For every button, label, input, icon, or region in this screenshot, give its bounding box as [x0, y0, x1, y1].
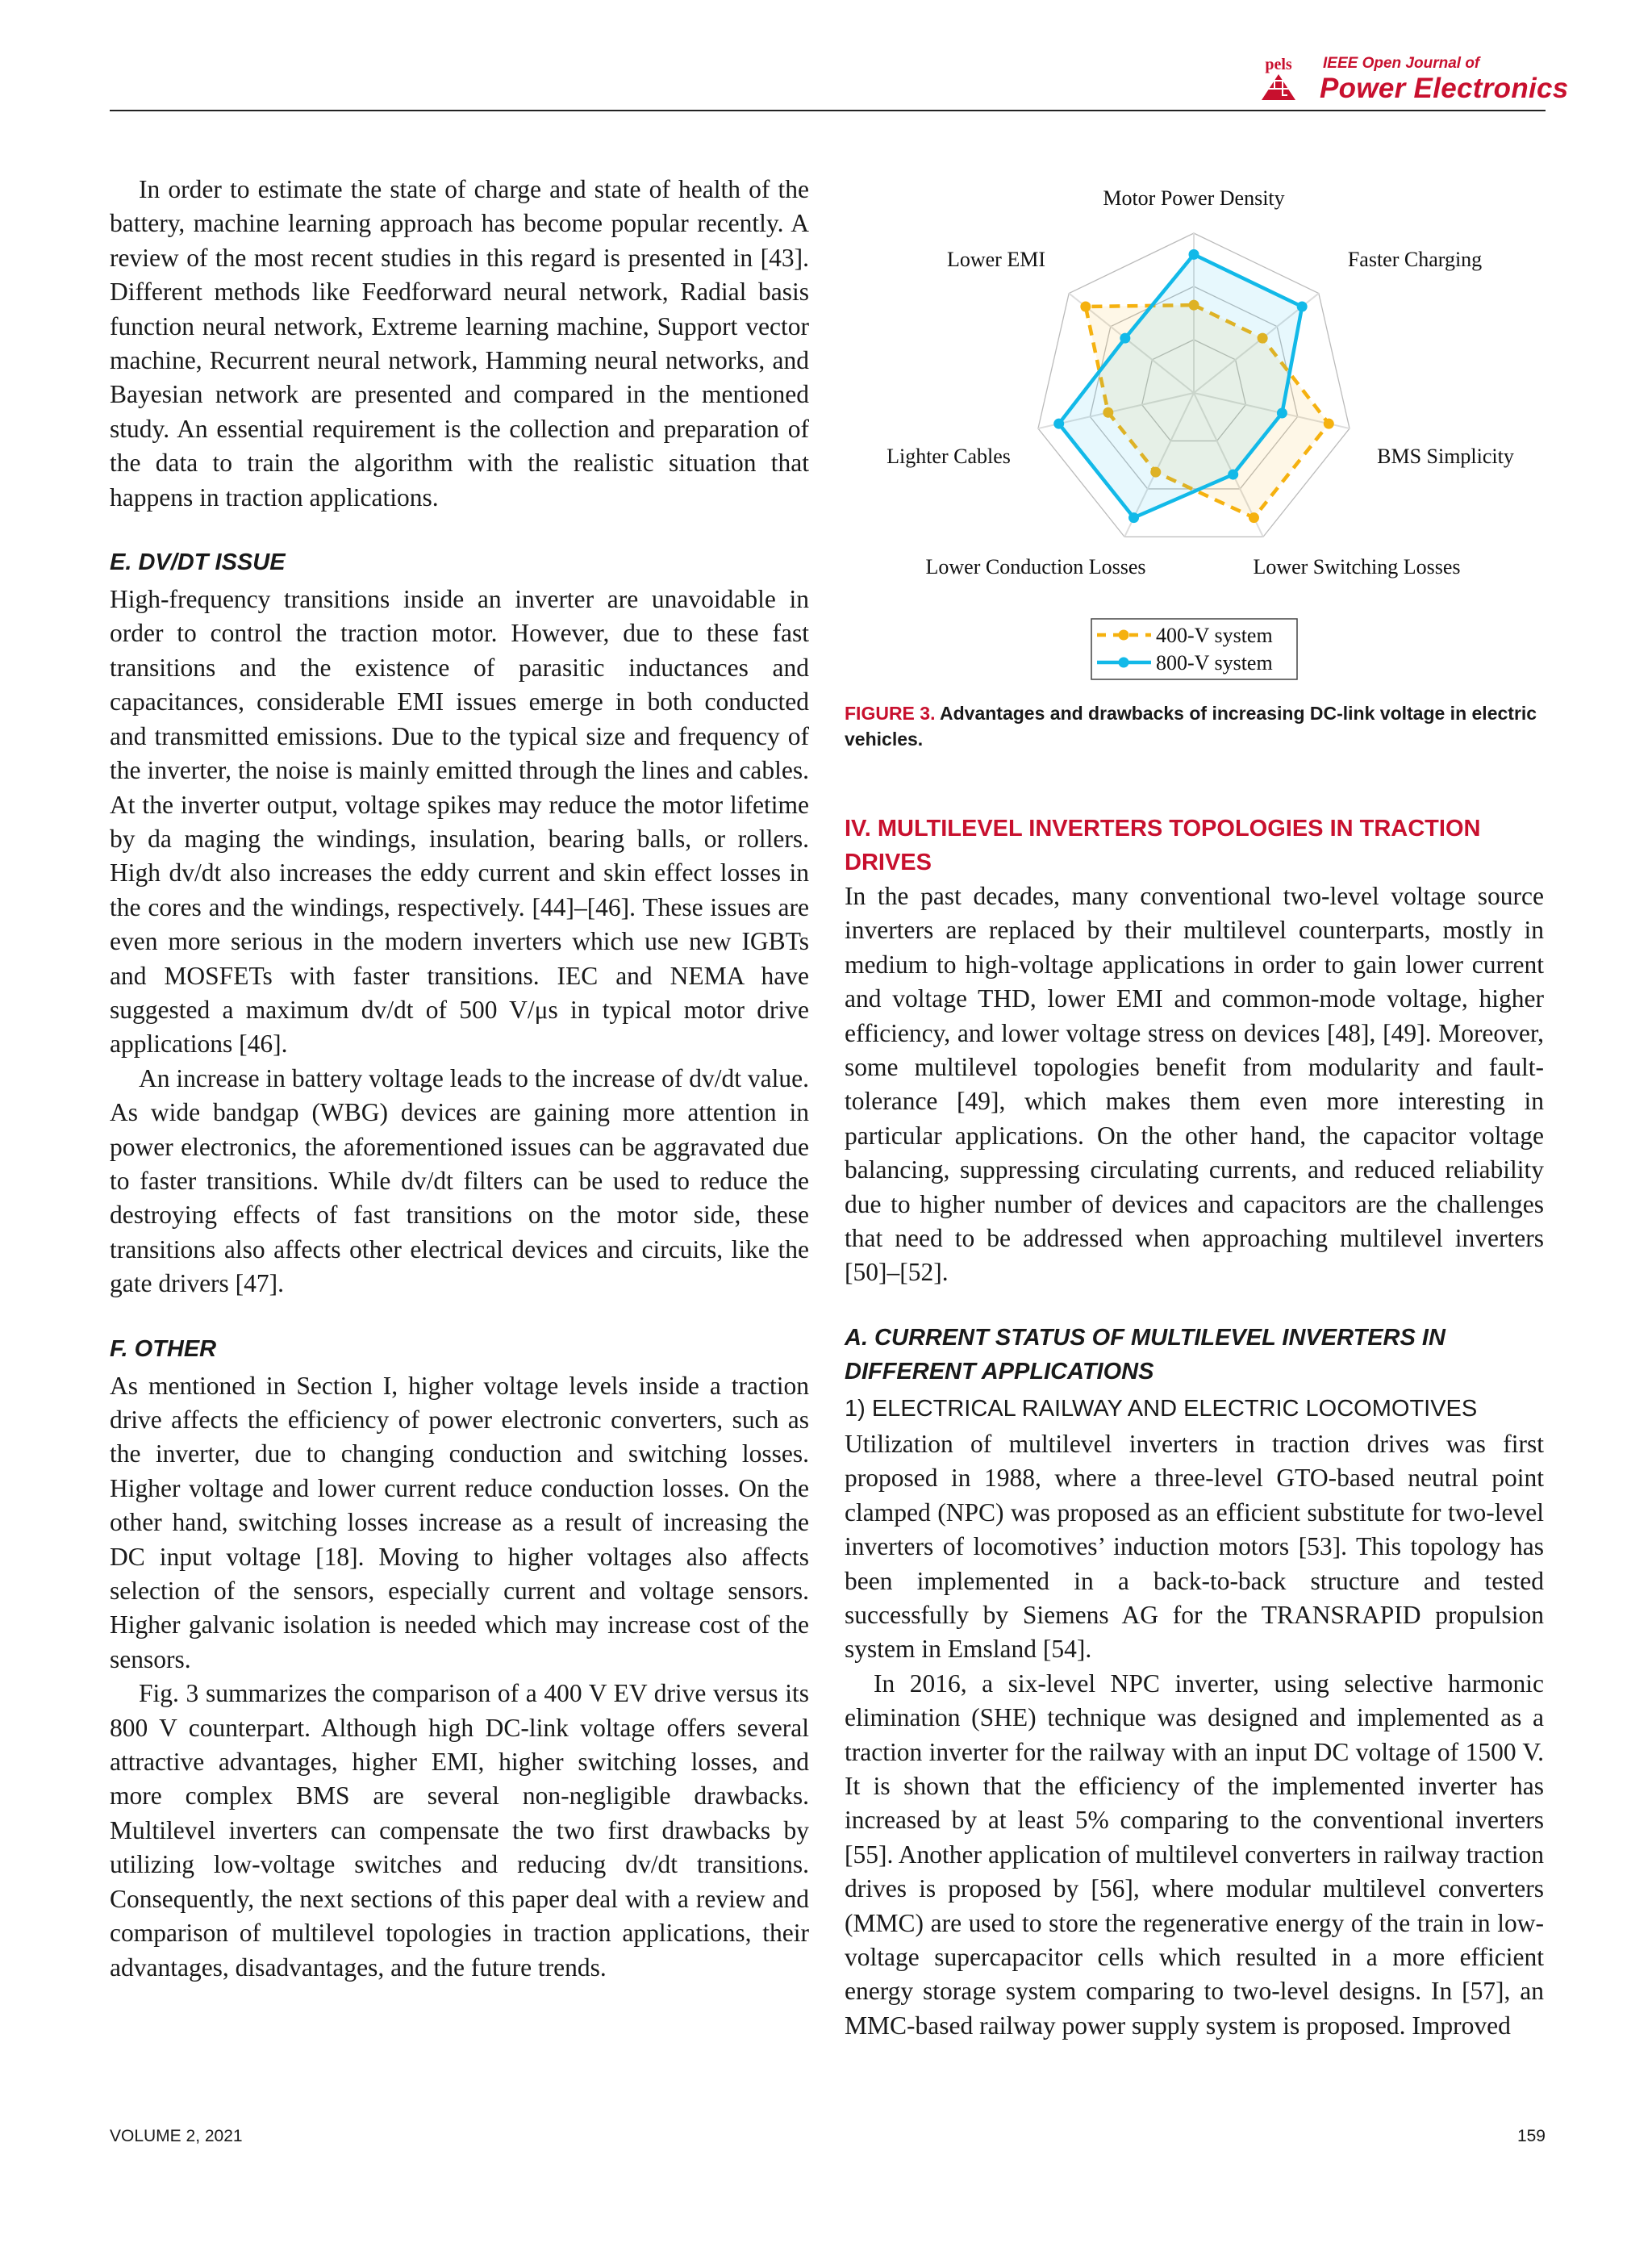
footer-page-number: 159	[1516, 2127, 1546, 2145]
journal-name-line1: IEEE Open Journal of	[1323, 55, 1480, 72]
data-point	[1189, 249, 1199, 260]
data-point	[1053, 419, 1064, 429]
legend-label: 400-V system	[1156, 624, 1273, 647]
legend-marker	[1119, 658, 1129, 668]
header-rule	[110, 110, 1546, 111]
figure-caption-text: Advantages and drawbacks of increasing DC-link voltage in electric vehicles.	[845, 703, 1537, 750]
axis-label: Faster Charging	[1347, 248, 1483, 271]
subsubsection-heading-1: 1) ELECTRICAL RAILWAY AND ELECTRIC LOCOMOTIVES	[845, 1395, 1478, 1422]
data-point	[1128, 512, 1139, 523]
section-heading-e: E. DV/DT ISSUE	[110, 549, 286, 576]
legend-label: 800-V system	[1156, 651, 1273, 675]
paragraph: An increase in battery voltage leads to the increase of dv/dt value. As wide bandgap (WBG) devices are gaining more attention in power electronics, the aforementioned issues can be aggravated due to faster transitions. While dv/dt filters can be used to reduce the destroying effects of fast transitions on the motor side, these transitions also affects other electrical devices and circuits, like the gate drivers [47].	[110, 1063, 809, 1298]
paragraph: Utilization of multilevel inverters in traction drives was first proposed in 1988, where a three-level GTO-based neutral point clamped (NPC) was proposed as an efficient substitute for two-level inverters of locomotives’ induction motors [53]. This topology has been implemented in a back-to-back structure and tested successfully by Siemens AG for the TRANSRAPID propulsion system in Emsland [54].	[845, 1429, 1544, 1664]
data-point	[1120, 333, 1130, 344]
paragraph: In 2016, a six-level NPC inverter, using selective harmonic elimination (SHE) technique was designed and implemented as a traction inverter for the railway with an input DC voltage of 1500 V. It is shown that the efficiency of the implemented inverter has increased by at least 5% comparing to the conventional inverters [55]. Another application of multilevel converters in railway traction drives is proposed by [56], where modular multilevel converters (MMC) are used to store the regenerative energy of the train in low-voltage supercapacitor cells which resulted in a more efficient energy storage system comparing to two-level designs. In [57], an MMC-based railway power supply system is proposed. Improved	[845, 1669, 1544, 2040]
footer-volume: VOLUME 2, 2021	[110, 2127, 243, 2145]
section-heading-iv: IV. MULTILEVEL INVERTERS TOPOLOGIES IN TRACTION DRIVES	[845, 816, 1481, 875]
svg-text:pels: pels	[1265, 56, 1292, 73]
axis-label: Lower Conduction Losses	[925, 555, 1146, 579]
radar-chart	[845, 161, 1571, 694]
legend-marker	[1119, 630, 1129, 641]
subsection-heading-a: A. CURRENT STATUS OF MULTILEVEL INVERTERS IN DIFFERENT APPLICATIONS	[845, 1324, 1446, 1385]
axis-label: Lighter Cables	[886, 445, 1011, 468]
axis-label: Motor Power Density	[1103, 186, 1285, 210]
axis-label: BMS Simplicity	[1377, 445, 1514, 468]
paragraph: In order to estimate the state of charge and state of health of the battery, machine learning approach has become popular recently. A review of the most recent studies in this regard is presented in [43]. Different methods like Feedforward neural network, Radial basis function neural network, Extreme learning machine, Support vector machine, Recurrent neural network, Hamming neural networks, and Bayesian network are presented and compared in the mentioned study. An essential requirement is the collection and preparation of the data to train the algorithm with the realistic situation that happens in traction applications.	[110, 175, 809, 512]
left-column	[110, 173, 809, 1985]
section-heading-f: F. OTHER	[110, 1335, 217, 1362]
paragraph: In the past decades, many conventional two-level voltage source inverters are replaced by their multilevel counterparts, mostly in medium to high-voltage applications in order to gain lower current and voltage THD, lower EMI and common-mode voltage, higher efficiency, and lower voltage stress on devices [48], [49]. Moreover, some multilevel topologies benefit from modularity and fault-tolerance [49], which makes them even more interesting in particular applications. On the other hand, the capacitor voltage balancing, suppressing circulating currents, and reduced reliability due to higher number of devices and capacitors are the challenges that need to be addressed when approaching multilevel inverters [50]–[52].	[845, 882, 1544, 1287]
paragraph: Fig. 3 summarizes the comparison of a 400 V EV drive versus its 800 V counterpart. Although high DC-link voltage offers several attractive advantages, higher EMI, higher switching losses, and more complex BMS are several non-negligible drawbacks. Multilevel inverters can compensate the two first drawbacks by utilizing low-voltage switches and reducing dv/dt transitions. Consequently, the next sections of this paper deal with a review and comparison of multilevel topologies in traction applications, their advantages, disadvantages, and the future trends.	[110, 1679, 809, 1982]
journal-name-line2: Power Electronics	[1320, 73, 1569, 104]
data-point	[1249, 512, 1259, 523]
right-column	[845, 812, 1544, 2043]
pels-logo	[1260, 55, 1297, 102]
data-point	[1324, 419, 1334, 429]
paragraph: As mentioned in Section I, higher voltage levels inside a traction drive affects the efficiency of power electronic converters, such as the inverter, due to changing conduction and switching losses. Higher voltage and lower current reduce conduction losses. On the other hand, switching losses increase as a result of increasing the DC input voltage [18]. Moving to higher voltages also affects selection of the sensors, especially current and voltage sensors. Higher galvanic isolation is needed which may increase cost of the sensors.	[110, 1371, 809, 1673]
axis-label: Lower EMI	[946, 248, 1046, 271]
data-point	[1297, 302, 1308, 312]
figure-label: FIGURE 3.	[845, 703, 936, 724]
data-point	[1277, 407, 1287, 418]
data-point	[1080, 302, 1091, 312]
axis-label: Lower Switching Losses	[1253, 555, 1461, 579]
figure-caption	[845, 700, 1546, 752]
data-point	[1228, 470, 1238, 480]
paragraph: High-frequency transitions inside an inverter are unavoidable in order to control the traction motor. However, due to these fast transitions and the existence of parasitic inductances and capacitances, considerable EMI issues emerge in both conducted and transmitted emissions. Due to the typical size and frequency of the inverter, the noise is mainly emitted through the lines and cables. At the inverter output, voltage spikes may reduce the motor lifetime by da maging the windings, insulation, bearing balls, or rollers. High dv/dt also increases the eddy current and skin effect losses in the cores and the windings, respectively. [44]–[46]. These issues are even more serious in the modern inverters which use new IGBTs and MOSFETs with faster transitions. IEC and NEMA have suggested a maximum dv/dt of 500 V/μs in typical motor drive applications [46].	[110, 585, 809, 1059]
